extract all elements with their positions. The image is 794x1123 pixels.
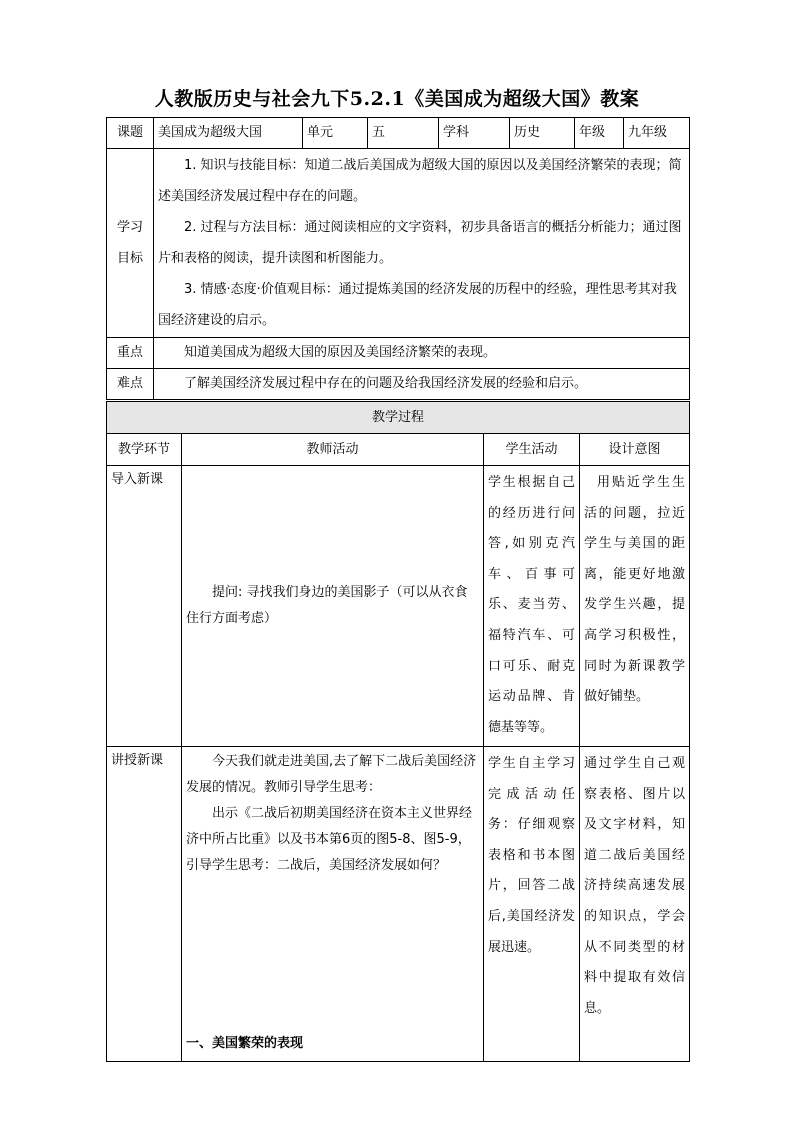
student-activity-cell: 学生自主学习完成活动任务：仔细观察表格和书本图片，回答二战后,美国经济发展迅速。 [484, 747, 580, 1062]
objective-item: 1. 知识与技能目标：知道二战后美国成为超级大国的原因以及美国经济繁荣的表现；简述美国经济发展过程中存在的问题。 [158, 158, 682, 204]
unit-label: 单元 [303, 118, 368, 149]
header-design: 设计意图 [580, 434, 690, 466]
stage-cell: 讲授新课 [107, 747, 182, 1062]
subject-label: 学科 [439, 118, 510, 149]
teacher-activity-cell [182, 466, 484, 747]
process-title: 教学过程 [107, 402, 690, 434]
objective-item: 3. 情感·态度·价值观目标：通过提炼美国的经济发展的历程中的经验，理性思考其对我国经济建设的启示。 [158, 282, 677, 328]
subject-value: 历史 [510, 118, 575, 149]
objectives-label-line2: 目标 [116, 251, 143, 266]
objectives-content [154, 149, 690, 338]
objective-item: 2. 过程与方法目标：通过阅读相应的文字资料，初步具备语言的概括分析能力；通过图片和表格的阅读，提升读图和析图能力。 [158, 220, 682, 266]
teacher-activity-para: 今天我们就走进美国,去了解下二战后美国经济发展的情况。教师引导学生思考： [186, 754, 477, 795]
design-intent-cell: 用贴近学生生活的问题，拉近学生与美国的距离，能更好地激发学生兴趣，提高学习积极性，同时为新课教学做好铺垫。 [580, 466, 690, 747]
key-point-text: 知道美国成为超级大国的原因及美国经济繁荣的表现。 [154, 338, 690, 369]
unit-value: 五 [368, 118, 439, 149]
stage-cell: 导入新课 [107, 466, 182, 747]
lesson-info-table [106, 117, 690, 400]
lesson-value: 美国成为超级大国 [154, 118, 303, 149]
key-point-label: 重点 [107, 338, 154, 369]
teacher-activity-para: 出示《二战后初期美国经济在资本主义世界经济中所占比重》以及书本第6页的图5-8、图5-9，引导学生思考：二战后，美国经济发展如何？ [186, 806, 473, 873]
lesson-label: 课题 [107, 118, 154, 149]
student-activity-cell: 学生根据自己的经历进行问答,如别克汽车、百事可乐、麦当劳、福特汽车、可口可乐、耐克运动品牌、肯德基等等。 [484, 466, 580, 747]
table-row [107, 466, 690, 747]
section-heading: 一、美国繁荣的表现 [186, 1036, 304, 1051]
design-intent-cell: 通过学生自己观察表格、图片以及文字材料，知道二战后美国经济持续高速发展的知识点，学会从不同类型的材料中提取有效信息。 [580, 747, 690, 1062]
document-title: 人教版历史与社会九下5.2.1《美国成为超级大国》教案 [154, 88, 640, 110]
objectives-label-line1: 学习 [116, 220, 143, 235]
difficulty-text: 了解美国经济发展过程中存在的问题及给我国经济发展的经验和启示。 [154, 369, 690, 400]
teacher-activity-cell [182, 747, 484, 1062]
teacher-activity-para: 提问: 寻找我们身边的美国影子（可以从衣食住行方面考虑） [186, 585, 468, 626]
difficulty-label: 难点 [107, 369, 154, 400]
grade-value: 九年级 [624, 118, 690, 149]
header-student: 学生活动 [484, 434, 580, 466]
grade-label: 年级 [575, 118, 624, 149]
table-row [107, 747, 690, 1062]
objectives-label [107, 149, 154, 338]
header-stage: 教学环节 [107, 434, 182, 466]
header-teacher: 教师活动 [182, 434, 484, 466]
teaching-process-table [106, 401, 690, 1062]
